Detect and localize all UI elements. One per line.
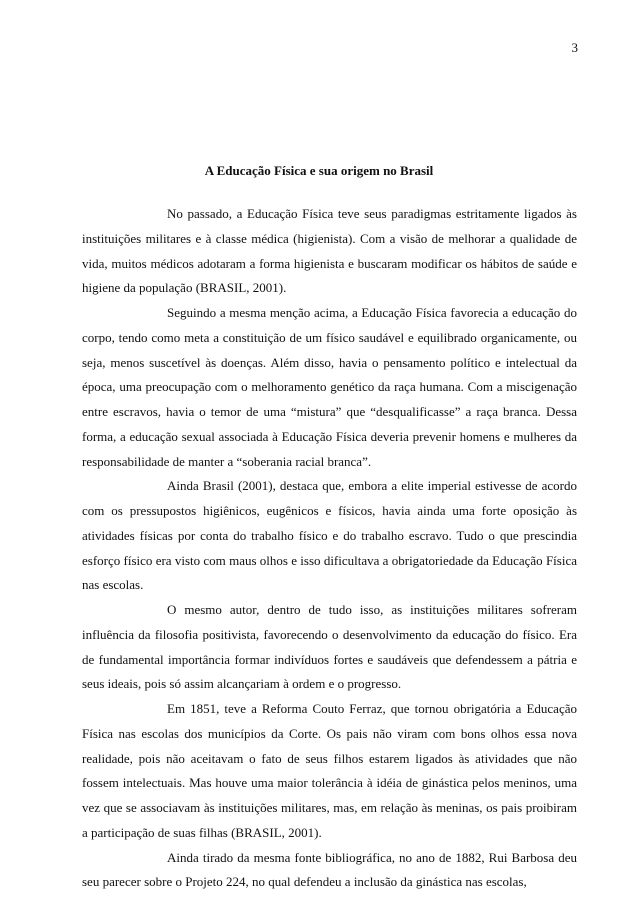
paragraph: Ainda tirado da mesma fonte bibliográfica, no ano de 1882, Rui Barbosa deu seu parecer sobre o Projeto 224, no qual defendeu a inclusão da ginástica nas escolas, [82, 849, 577, 890]
paragraph: Seguindo a mesma menção acima, a Educação Física favorecia a educação do corpo, tendo como meta a constituição de um físico saudável e equilibrado organicamente, ou seja, menos suscetível às doenças. Além disso, havia o pensamento político e intelectual da época, uma preocupação com o melhoramento genético da raça humana. Com a miscigenação entre escravos, havia o temor de uma “mistura” que “desqualificasse” a raça branca. Dessa forma, a educação sexual associada à Educação Física deveria prevenir homens e mulheres da responsabilidade de manter a “soberania racial branca”. [82, 305, 577, 469]
paragraph: Em 1851, teve a Reforma Couto Ferraz, que tornou obrigatória a Educação Física nas escolas dos municípios da Corte. Os pais não viram com bons olhos essa nova realidade, pois não aceitavam o fato de seus filhos estarem ligados às atividades que não fossem intelectuais. Mas houve uma maior tolerância à idéia de ginástica pelos meninos, uma vez que se associavam às instituições militares, mas, em relação às meninas, os pais proibiram a participação de suas filhas (BRASIL, 2001). [82, 701, 577, 840]
section-title: A Educação Física e sua origem no Brasil [204, 163, 434, 178]
paragraph: O mesmo autor, dentro de tudo isso, as instituições militares sofreram influência da filosofia positivista, favorecendo o desenvolvimento da educação do físico. Era de fundamental importância formar indivíduos fortes e saudáveis que defendessem a pátria e seus ideais, pois só assim alcançariam à ordem e o progresso. [82, 602, 577, 692]
body-text [82, 202, 577, 895]
paragraph: Ainda Brasil (2001), destaca que, embora a elite imperial estivesse de acordo com os pressupostos higiênicos, eugênicos e físicos, havia ainda uma forte oposição às atividades físicas por conta do trabalho físico e do trabalho escravo. Tudo o que prescindia esforço físico era visto com maus olhos e isso dificultava a obrigatoriedade da Educação Física nas escolas. [82, 478, 577, 593]
page-number: 3 [571, 40, 578, 55]
paragraph: No passado, a Educação Física teve seus paradigmas estritamente ligados às instituições militares e à classe médica (higienista). Com a visão de melhorar a qualidade de vida, muitos médicos adotaram a forma higienista e buscaram modificar os hábitos de saúde e higiene da população (BRASIL, 2001). [82, 206, 577, 296]
